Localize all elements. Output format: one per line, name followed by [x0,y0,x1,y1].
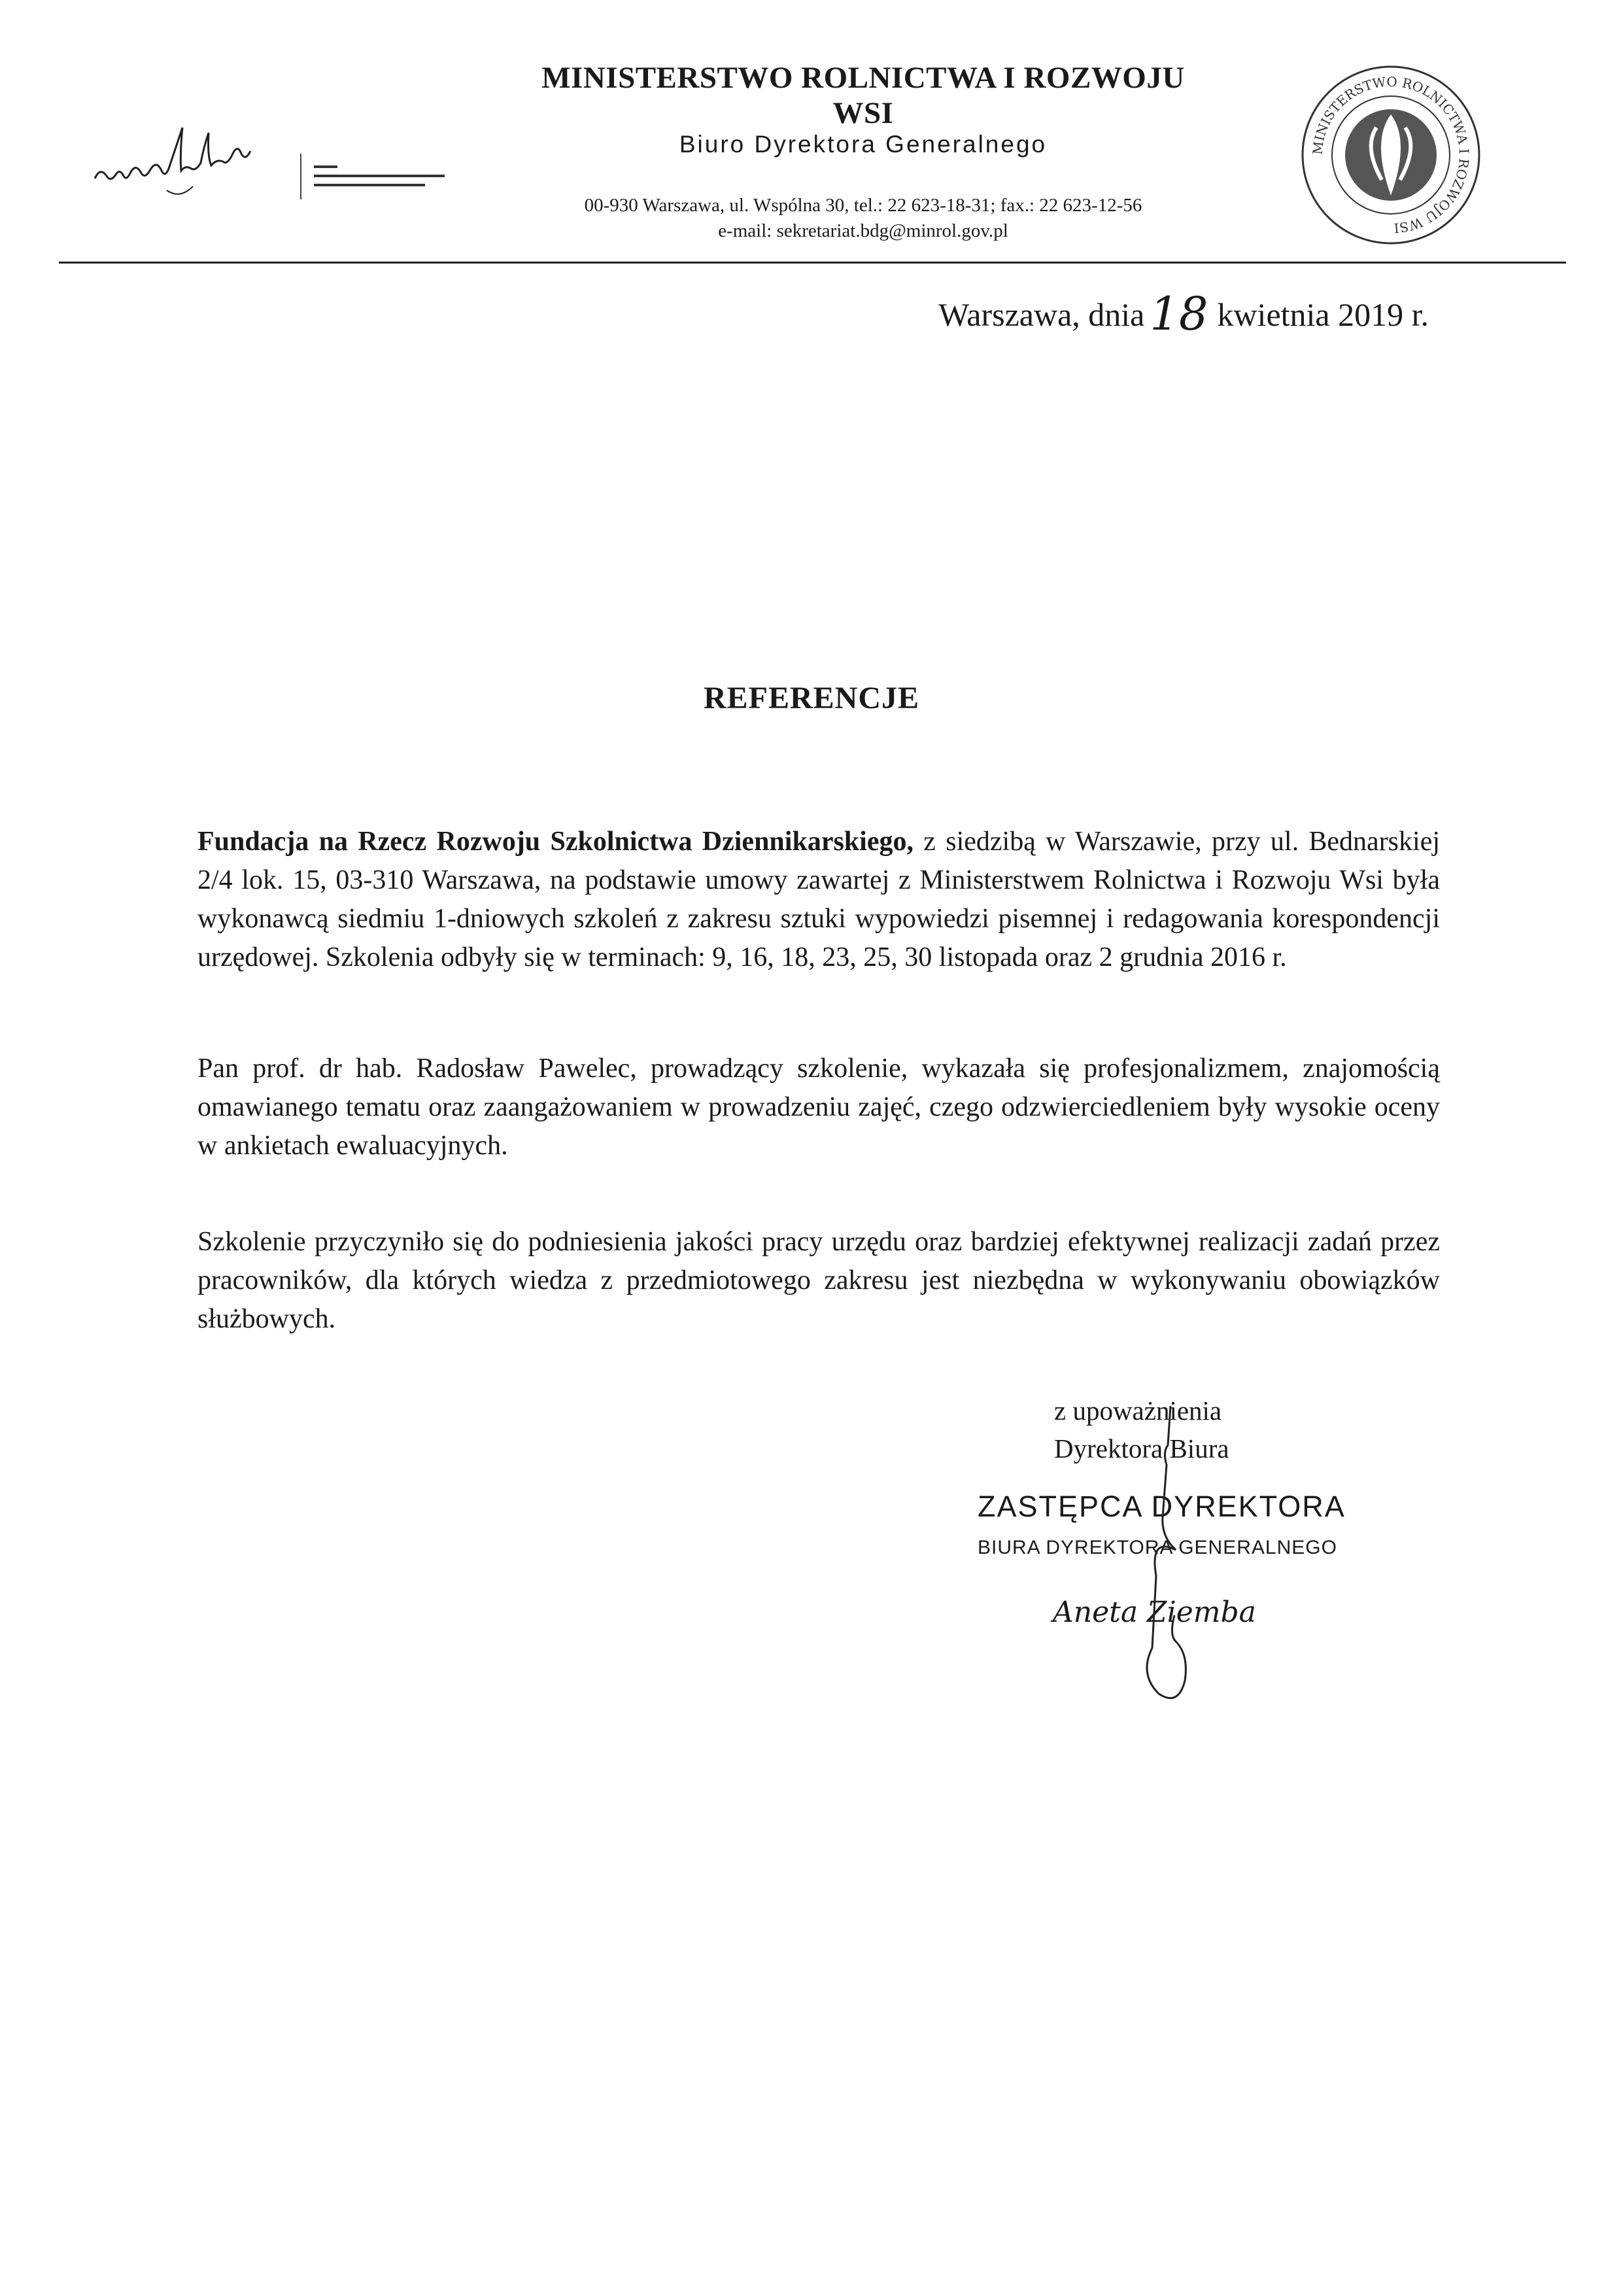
header-divider [59,262,1566,264]
bureau-name: Biuro Dyrektora Generalnego [679,131,1048,158]
stamp-subtitle: BIURA DYREKTORA GENERALNEGO [978,1537,1337,1558]
foundation-name: Fundacja na Rzecz Rozwoju Szkolnictwa Dziennikarskiego, [197,827,914,857]
date-suffix: kwietnia 2019 r. [1217,296,1429,333]
address-line: 00-930 Warszawa, ul. Wspólna 30, tel.: 22 623-18-31; fax.: 22 623-12-56 [584,195,1142,216]
authorization-line-1: z upoważnienia [1054,1396,1222,1426]
ministry-name: MINISTERSTWO ROLNICTWA I ROZWOJU WSI [541,61,1185,130]
authorization-line-2: Dyrektora Biura [1054,1433,1229,1464]
paragraph-1 [197,823,1440,977]
paragraph-3: Szkolenie przyczyniło się do podniesienia jakości pracy urzędu oraz bardziej efektywnej realizacji zadań przez pracowników, dla których wiedza z przedmiotowego zakresu jest niezbędna w wykonywaniu obowiązków służbowych. [197,1227,1440,1334]
paragraph-2: Pan prof. dr hab. Radosław Pawelec, prowadzący szkolenie, wykazała się profesjonalizmem, znajomością omawianego tematu oraz zaangażowaniem w prowadzeniu zajęć, czego odzwierciedleniem były wysokie oceny w ankietach ewaluacyjnych. [197,1054,1440,1161]
signer-name: Aneta Ziemba [1053,1596,1256,1629]
stamp-title: ZASTĘPCA DYREKTORA [978,1490,1346,1523]
document-title: REFERENCJE [703,681,920,715]
date-day: 18 [1150,287,1208,341]
niepodlegla-logo [88,128,468,213]
paragraph-1-text: z siedzibą w Warszawie, przy ul. Bednarskiej 2/4 lok. 15, 03-310 Warszawa, na podstawie umowy zawartej z Ministerstwem Rolnictwa i Rozwoju Wsi była wykonawcą siedmiu 1-dniowych szkoleń z zakresu sztuki wypowiedzi pisemnej i redagowania korespondencji urzędowej. Szkolenia odbyły się w terminach: 9, 16, 18, 23, 25, 30 listopada oraz 2 grudnia 2016 r. [197,827,1441,972]
ministry-seal-icon [1298,62,1484,248]
email-line: e-mail: sekretariat.bdg@minrol.gov.pl [718,220,1008,241]
handwritten-signature [1072,1399,1269,1707]
date-line [817,287,1429,341]
date-prefix: Warszawa, dnia [938,296,1145,333]
seal-text: MINISTERSTWO ROLNICTWA I ROZWOJU WSI [1309,73,1473,236]
